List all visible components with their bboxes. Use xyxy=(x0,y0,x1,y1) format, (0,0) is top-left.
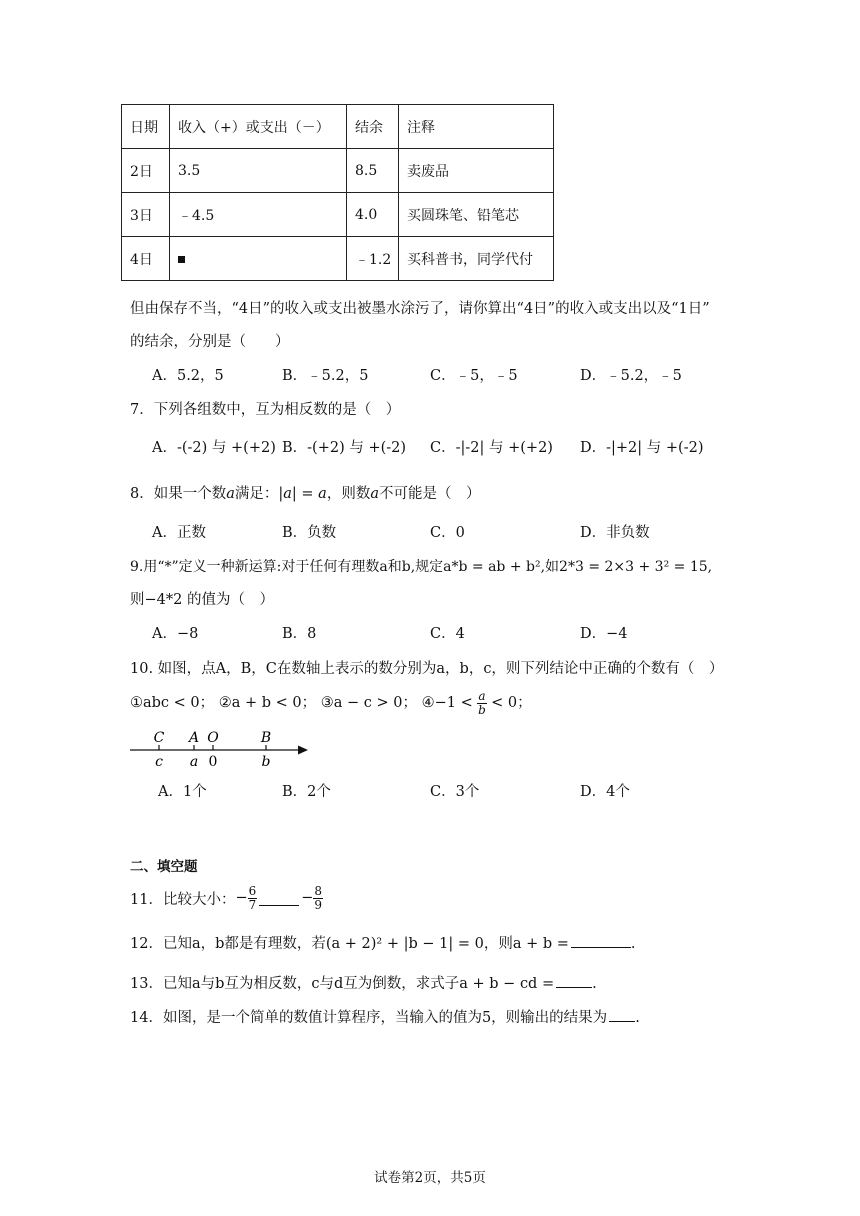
q12-stem: 12．已知a，b都是有理数，若(a + 2)² + |b − 1| = 0，则a + b = xyxy=(130,936,569,952)
header-note: 注释 xyxy=(399,105,554,149)
q13-stem: 13．已知a与b互为相反数，c与d互为倒数，求式子a + b − cd = xyxy=(130,976,555,992)
number-line-arrow-icon xyxy=(298,746,308,755)
page-footer: 试卷第2页，共5页 xyxy=(374,1170,486,1186)
q8-option-a: A．正数 xyxy=(152,525,206,541)
q8-var: a xyxy=(370,486,379,502)
ink-blot-icon xyxy=(178,256,185,263)
q10-fraction xyxy=(477,690,486,716)
axis-value-label: a xyxy=(189,754,199,770)
ledger-table xyxy=(121,104,554,281)
table-cell: 8.5 xyxy=(347,149,399,193)
answer-blank[interactable] xyxy=(259,904,299,906)
q8-option-b: B．负数 xyxy=(282,525,337,541)
q9-stem: 9.用“*”定义一种新运算:对于任何有理数a和b,规定a*b = ab + b²,如2*3 = 2×3 + 3² = 15, xyxy=(130,559,713,575)
table-cell: 买圆珠笔、铅笔芯 xyxy=(399,193,554,237)
q8-stem-part: 8．如果一个数 xyxy=(130,486,227,502)
q8-option-d: D．非负数 xyxy=(580,525,650,541)
q8-stem-part: 满足： xyxy=(234,486,279,502)
q11-fraction-1 xyxy=(248,885,258,911)
q10-conditions xyxy=(130,690,532,716)
q6-text-line2: 的结余，分别是（ ） xyxy=(130,334,290,350)
table-cell: 3日 xyxy=(122,193,170,237)
q14-end: . xyxy=(635,1010,640,1026)
q10-option-c: C．3个 xyxy=(430,784,480,800)
table-cell: 2日 xyxy=(122,149,170,193)
q9-line2: 则−4*2 的值为（ ） xyxy=(130,592,274,608)
q10-condition-2: ②a + b < 0； xyxy=(218,695,317,712)
table-cell: 3.5 xyxy=(170,149,347,193)
answer-blank[interactable] xyxy=(571,946,631,948)
q10-condition-3: ③a − c > 0； xyxy=(320,695,417,712)
header-amount: 收入（+）或支出（－） xyxy=(170,105,347,149)
frac-denominator: 9 xyxy=(314,897,323,912)
q6-text-line1: 但由保存不当，“4日”的收入或支出被墨水涂污了，请你算出“4日”的收入或支出以及“1日” xyxy=(130,301,710,317)
q7-stem: 7．下列各组数中，互为相反数的是（ ） xyxy=(130,402,401,418)
q10-option-b: B．2个 xyxy=(282,784,331,800)
table-cell: 4.0 xyxy=(347,193,399,237)
axis-point-label: B xyxy=(260,730,272,746)
table-cell: 卖废品 xyxy=(399,149,554,193)
q7-option-c: C．-|-2| 与 +(+2) xyxy=(430,440,553,456)
q9-option-b: B．8 xyxy=(282,626,317,642)
q8-stem xyxy=(130,482,480,503)
section-title: 二、填空题 xyxy=(130,859,198,875)
q6-option-c: C．﹣5，﹣5 xyxy=(430,368,518,384)
q7-option-d: D．-|+2| 与 +(-2) xyxy=(580,440,704,456)
frac-numerator: 6 xyxy=(248,883,257,898)
q13-end: . xyxy=(592,976,597,992)
ink-blot-cell xyxy=(170,237,347,281)
q11-stem: 11．比较大小： xyxy=(130,891,236,908)
q12-end: . xyxy=(630,936,636,952)
axis-value-label: c xyxy=(155,754,163,770)
q10-condition-1: ①abc < 0； xyxy=(130,695,215,712)
frac-numerator: a xyxy=(478,689,486,703)
table-row xyxy=(122,237,554,281)
table-cell: ﹣4.5 xyxy=(170,193,347,237)
q10-stem: 10. 如图，点A，B，C在数轴上表示的数分别为a，b，c，则下列结论中正确的个数有（ ） xyxy=(130,661,724,677)
q7-option-a: A．-(-2) 与 +(+2) xyxy=(152,440,276,456)
frac-numerator: 8 xyxy=(314,883,323,898)
q14-stem: 14．如图，是一个简单的数值计算程序，当输入的值为5，则输出的结果为 xyxy=(130,1010,608,1026)
q10-option-a: A．1个 xyxy=(158,784,207,800)
q7-option-b: B．-(+2) 与 +(-2) xyxy=(282,440,407,456)
q6-option-a: A．5.2，5 xyxy=(152,368,224,384)
q11-fraction-2 xyxy=(313,885,323,911)
q13-line xyxy=(130,972,597,993)
q12-line xyxy=(130,932,636,953)
table-cell: ﹣1.2 xyxy=(347,237,399,281)
q10-option-d: D．4个 xyxy=(580,784,630,800)
q9-option-c: C．4 xyxy=(430,626,465,642)
frac-denominator: b xyxy=(478,702,486,717)
header-date: 日期 xyxy=(122,105,170,149)
minus-sign: − xyxy=(235,890,248,906)
axis-value-label: b xyxy=(261,754,271,770)
q8-option-c: C．0 xyxy=(430,525,465,541)
q10-condition-4: ④−1 < xyxy=(421,695,473,712)
header-balance: 结余 xyxy=(347,105,399,149)
q8-stem-part: 不可能是（ ） xyxy=(378,486,481,502)
table-cell: 4日 xyxy=(122,237,170,281)
q6-option-b: B．﹣5.2，5 xyxy=(282,368,369,384)
q11-line xyxy=(130,878,323,918)
axis-point-label: C xyxy=(153,730,165,746)
axis-point-label: A xyxy=(188,730,200,746)
q9-option-a: A．−8 xyxy=(152,626,199,642)
axis-point-label: O xyxy=(207,730,219,746)
q10-condition-4-end: < 0； xyxy=(491,695,532,712)
minus-sign: − xyxy=(301,890,314,906)
q8-stem-part: ，则数 xyxy=(326,486,371,502)
q14-line xyxy=(130,1006,640,1027)
table-header-row xyxy=(122,105,554,149)
table-cell: 买科普书，同学代付 xyxy=(399,237,554,281)
number-line-figure xyxy=(126,726,316,772)
q6-option-d: D．﹣5.2，﹣5 xyxy=(580,368,682,384)
answer-blank[interactable] xyxy=(609,1020,635,1022)
frac-denominator: 7 xyxy=(248,897,257,912)
table-row xyxy=(122,149,554,193)
axis-value-label: 0 xyxy=(208,754,218,770)
q9-option-d: D．−4 xyxy=(580,626,628,642)
q8-var: a xyxy=(226,486,235,502)
q8-abs-expr: |a| = a xyxy=(278,486,327,502)
answer-blank[interactable] xyxy=(556,986,592,988)
table-row xyxy=(122,193,554,237)
